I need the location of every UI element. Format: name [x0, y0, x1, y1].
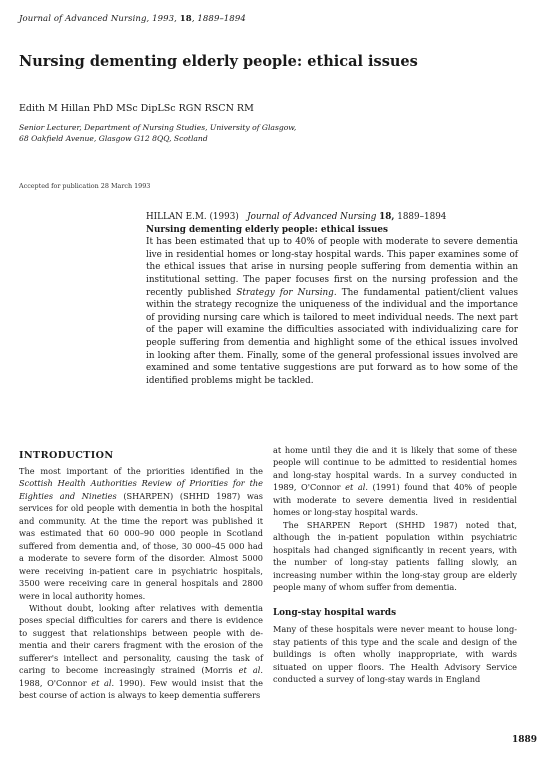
journal-name: Journal of Advanced Nursing — [19, 14, 147, 24]
affiliation-line-1: Senior Lecturer, Department of Nursing Studies, University of Glasgow, — [19, 123, 297, 132]
journal-year: , 1993, — [146, 14, 180, 24]
intro-p2-etal-1: et al. — [238, 665, 264, 676]
intro-p2-part-b: 1988, O'Connor — [19, 677, 87, 688]
abstract-text-italic: Strategy for Nursing. — [236, 287, 337, 298]
journal-pages: , 1889–1894 — [191, 14, 246, 24]
abstract-text — [146, 236, 518, 387]
right-paragraph-2: The SHARPEN Report (SHHD 1987) noted that, although the in-patient population within psychiatric hospitals had changed significantly in recent years, with the number of long-stay patients falling slowly, an increasing number within the long-stay group are elderly people many of whom suffer from dementia. — [273, 519, 517, 592]
abstract-text-part1: It has been estimated that up to 40% of people with moderate to severe dementia live in residential homes or long-stay hospital wards. This paper examines some of the ethical issues that arise in nursing people suffering from dementia within an institutional setting. The paper focuses first on the nursing profession and the recently published — [146, 237, 518, 298]
journal-volume: 18 — [179, 14, 192, 24]
abstract-citation — [146, 211, 518, 224]
intro-p2-part-c: 1990). Few would insist that the best course of action is always to keep dementia sufferers — [19, 677, 263, 701]
intro-p2-etal-2: et al. — [91, 677, 115, 688]
affiliation-line-2: 68 Oakfield Avenue, Glasgow G12 8QQ, Scotland — [19, 134, 208, 143]
citation-pages: 1889–1894 — [397, 212, 447, 222]
body-column-right — [273, 444, 517, 686]
author-line: Edith M Hillan PhD MSc DipLSc RGN RSCN RM — [19, 103, 254, 114]
right-p1-etal: et al. — [345, 482, 368, 493]
citation-journal: Journal of Advanced Nursing — [247, 212, 377, 222]
right-p1-part-a: at home until they die and it is likely that some of these people will continue to be admitted to residential homes and long-stay hospital wards. In a survey conducted in 1989, O'Connor — [273, 445, 517, 493]
introduction-heading: INTRODUCTION — [19, 450, 114, 461]
right-p1-part-b: (1991) found that 40% of people with moderate to severe dementia lived in residential homes or long-stay hospital wards. — [273, 482, 517, 518]
page-number: 1889 — [511, 735, 537, 745]
intro-paragraph-1 — [19, 465, 263, 602]
abstract-text-part2: The fundamental patient/client values within the strategy recognize the uniqueness of the individual and the importance of providing nursing care which is tailored to meet individual needs. The next part of the paper will examine the difficulties associated with individualizing care for people suffering from dementia and highlight some of the ethical issues involved in looking after them. Finally, some of the general professional issues involved are examined and some tentative suggestions are put forward as to how some of the identified problems might be tackled. — [146, 287, 519, 386]
body-column-left — [19, 450, 263, 702]
article-title: Nursing dementing elderly people: ethical issues — [19, 53, 418, 70]
abstract-block — [146, 211, 518, 387]
intro-paragraph-2 — [19, 602, 263, 702]
long-stay-subheading: Long-stay hospital wards — [273, 608, 397, 619]
citation-volume: 18, — [379, 212, 395, 222]
right-paragraph-3: Many of these hospitals were never meant to house long-stay patients of this type and the scale and design of the buildings is often wholly inappropriate, with wards situated on upper floors. The Health Advisory Service conducted a survey of long-stay wards in England — [273, 624, 517, 685]
section-gap — [273, 593, 517, 607]
citation-author: HILLAN E.M. (1993) — [146, 212, 239, 222]
intro-p1-italic: Scottish Health Authorities Review of Priorities for the Eighties and Nineties — [19, 478, 263, 501]
right-paragraph-1 — [273, 444, 517, 519]
affiliation — [19, 122, 379, 144]
intro-p2-part-a: Without doubt, looking after relatives with dementia poses special difficulties for carers and there is evidence to suggest that relationships between people with de-mentia and their carers fragment with the erosion of the sufferer's intellect and personality, causing the task of caring to become increasingly strained (Morris — [19, 602, 263, 676]
intro-p1-part-a: The most important of the priorities identified in the — [19, 466, 263, 476]
intro-p1-part-b: (SHARPEN) (SHHD 1987) was services for old people with dementia in both the hospital and community. At the time the report was published it was estimated that 60 000–90 000 people in Scotland suffered from dementia and, of those, 30 000–45 000 had a moderate to severe form of the disorder. Almost 5000 were receiving in-patient care in psychiatric hospitals, 3500 were receiving care in general hospitals and 2800 were in local authority homes. — [19, 490, 263, 601]
journal-header — [19, 14, 246, 24]
abstract-title: Nursing dementing elderly people: ethical issues — [146, 224, 388, 235]
accepted-date: Accepted for publication 28 March 1993 — [19, 182, 151, 190]
